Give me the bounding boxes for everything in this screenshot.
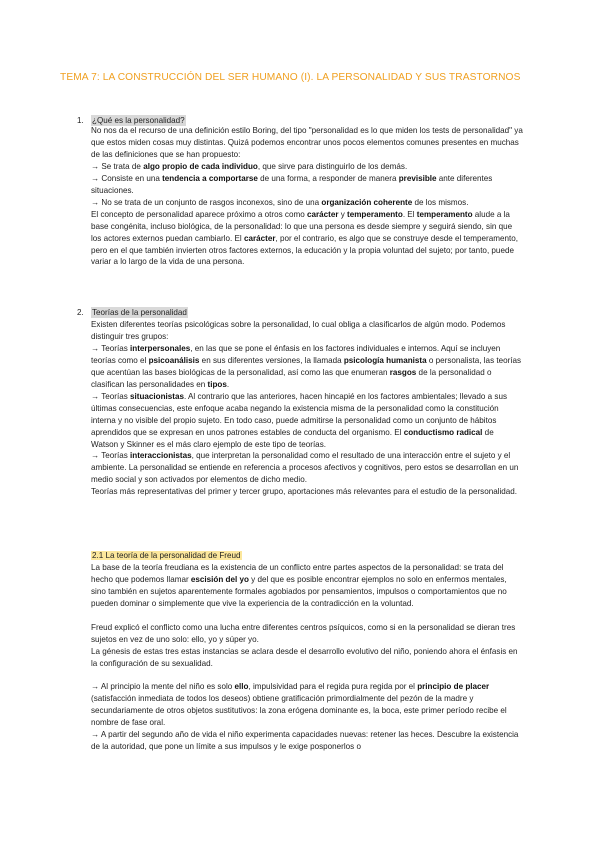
bullet-item: → Al principio la mente del niño es solo ello, impulsividad para el regida pura regida por el principio de placer (satisfacción inmediata de todos los deseos) obtiene gratificación primordialmente del pezón de la madre y secundariamente de otros objetos sustitutivos: la zona erógena dominante es, la boca, este primer período recibe el nombre de fase oral. <box>91 682 507 728</box>
paragraph: El concepto de personalidad aparece próximo a otros como carácter y temperamento. El temperamento alude a la base congénita, incluso biológica, de la personalidad: lo que una persona es desde siempre y seguirá siendo, sin que los actores externos puedan cambiarlo. El carácter, por el contrario, es algo que se construye desde el temperamento, pero en el que también invierten otros factores externos, la educación y la propia voluntad del sujeto; por tanto, puede variar a lo largo de la vida de una persona. <box>91 209 518 267</box>
bullet-item: → No se trata de un conjunto de rasgos inconexos, sino de una organización coherente de los mismos. <box>91 197 469 207</box>
section-2-1-title: 2.1 La teoría de la personalidad de Freud <box>92 551 241 560</box>
bullet-item: → Consiste en una tendencia a comportarse de una forma, a responder de manera previsible ante diferentes situaciones. <box>91 173 493 195</box>
section-2-body <box>91 319 523 498</box>
paragraph: Freud explicó el conflicto como una lucha entre diferentes centros psíquicos, como si en la personalidad se dieran tres sujetos en vez de uno solo: ello, yo y súper yo. <box>91 622 516 644</box>
paragraph: Existen diferentes teorías psicológicas sobre la personalidad, lo cual obliga a clasificarlos de algún modo. Podemos distinguir tres grupos: <box>91 320 506 341</box>
paragraph: No nos da el recurso de una definición estilo Boring, del tipo "personalidad es lo que miden los tests de personalidad" ya que estos miden cosas muy distintas. Quizá podemos encontrar unos pocos elementos comunes presentes en muchas de las definiciones que se han propuesto: <box>91 126 523 159</box>
paragraph: La génesis de estas tres estas instancias se aclara desde el desarrollo evolutivo del niño, poniendo ahora el énfasis en la configuración de su sexualidad. <box>91 646 518 668</box>
bullet-item: → Teorías interaccionistas, que interpretan la personalidad como el resultado de una interacción entre el sujeto y el ambiente. La personalidad se entiende en referencia a procesos afectivos y cognitivos, pero estos se desarrollan en un medio social y son activados por elementos de dicho medio. <box>91 451 519 485</box>
section-1-body <box>91 125 523 268</box>
bullet-item: → Teorías situacionistas. Al contrario que las anteriores, hacen hincapié en los factores ambientales; llevado a sus últimas consecuencias, este enfoque acaba negando la existencia misma de la personalidad como la constitución interna y no visible del propio sujeto. En todo caso, puede admitirse la personalidad como un conjunto de hábitos aprendidos que se expresan en unos patrones estables de conducta del organismo. El conductismo radical de Watson y Skinner es el más claro ejemplo de este tipo de teorías. <box>91 391 508 449</box>
section-1-title: ¿Qué es la personalidad? <box>92 116 185 125</box>
paragraph: La base de la teoría freudiana es la existencia de un conflicto entre partes aspectos de la personalidad: se trata del hecho que podemos llamar escisión del yo y del que es posible encontrar ejemplos no solo en enfermos mentales, sino también en sujetos aparentemente formales agobiados por pensamientos, impulsos o comportamientos que no pueden dominar o simplemente que vive la experiencia de la contradicción en la voluntad. <box>91 562 507 608</box>
bullet-item: → Teorías interpersonales, en las que se pone el énfasis en los factores individuales e internos. Aquí se incluyen teorías como el psicoanálisis en sus diferentes versiones, la llamada psicología humanista o personalista, las teorías que acentúan las bases biológicas de la personalidad, así como las que enumeran rasgos de la personalidad o clasifican las personalidades en tipos. <box>91 343 522 389</box>
bullet-item: → Se trata de algo propio de cada individuo, que sirve para distinguirlo de los demás. <box>91 161 408 171</box>
section-1-number: 1. <box>77 116 84 125</box>
paragraph: Teorías más representativas del primer y tercer grupo, aportaciones más relevantes para el estudio de la personalidad. <box>91 487 518 497</box>
bullet-item: → A partir del segundo año de vida el niño experimenta capacidades nuevas: retener las heces. Descubre la existencia de la autoridad, que pone un límite a sus impulsos y le exige posponerlos o <box>91 730 519 752</box>
spacer <box>91 610 523 622</box>
section-2-heading <box>77 307 188 318</box>
section-2-1-heading <box>91 550 523 562</box>
spacer <box>91 670 523 682</box>
section-2-title: Teorías de la personalidad <box>92 308 187 317</box>
section-2-number: 2. <box>77 308 84 317</box>
document-title: TEMA 7: LA CONSTRUCCIÓN DEL SER HUMANO (I). LA PERSONALIDAD Y SUS TRASTORNOS <box>60 72 521 83</box>
section-2-1 <box>91 550 523 753</box>
